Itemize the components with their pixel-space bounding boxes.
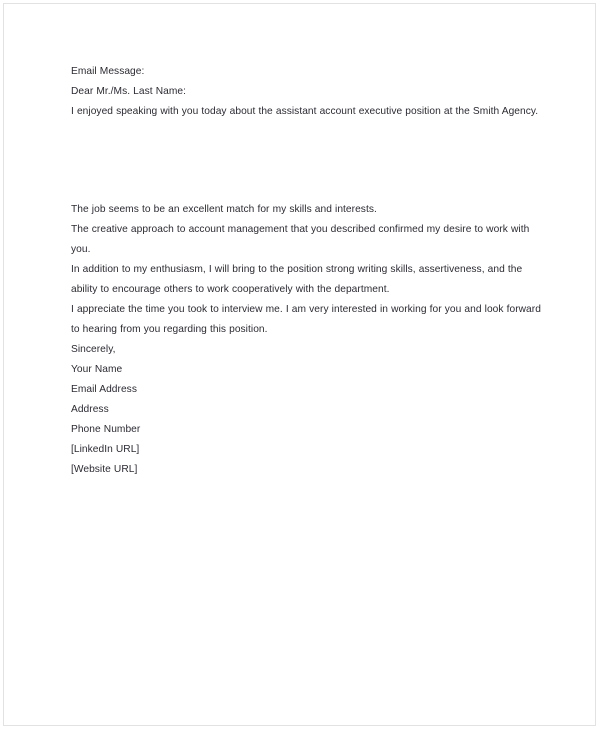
salutation-line: Email Message: — [71, 66, 145, 77]
body-block — [71, 122, 549, 300]
signature-line: [LinkedIn URL] — [71, 444, 140, 455]
signature-block — [71, 340, 549, 480]
signature-line: Phone Number — [71, 424, 141, 435]
salutation-line: Dear Mr./Ms. Last Name: — [71, 86, 186, 97]
signature-line: Address — [71, 404, 109, 415]
salutation-line: I enjoyed speaking with you today about the assistant account executive position at the Smith Agency. — [71, 106, 539, 117]
body-paragraph: The job seems to be an excellent match for my skills and interests. — [71, 204, 377, 215]
signature-line: Sincerely, — [71, 344, 116, 355]
letter-content — [71, 62, 549, 480]
signature-line: Your Name — [71, 364, 123, 375]
salutation-block — [71, 62, 549, 122]
body-paragraph: In addition to my enthusiasm, I will bring to the position strong writing skills, assertiveness, and the ability to encourage others to work cooperatively with the department. — [71, 264, 526, 295]
closing-paragraph: I appreciate the time you took to interview me. I am very interested in working for you and look forward to hearing from you regarding this position. — [71, 304, 545, 335]
signature-line: [Website URL] — [71, 464, 138, 475]
closing-block — [71, 300, 549, 340]
signature-line: Email Address — [71, 384, 137, 395]
body-paragraph: The creative approach to account management that you described confirmed my desire to work with you. — [71, 224, 533, 255]
